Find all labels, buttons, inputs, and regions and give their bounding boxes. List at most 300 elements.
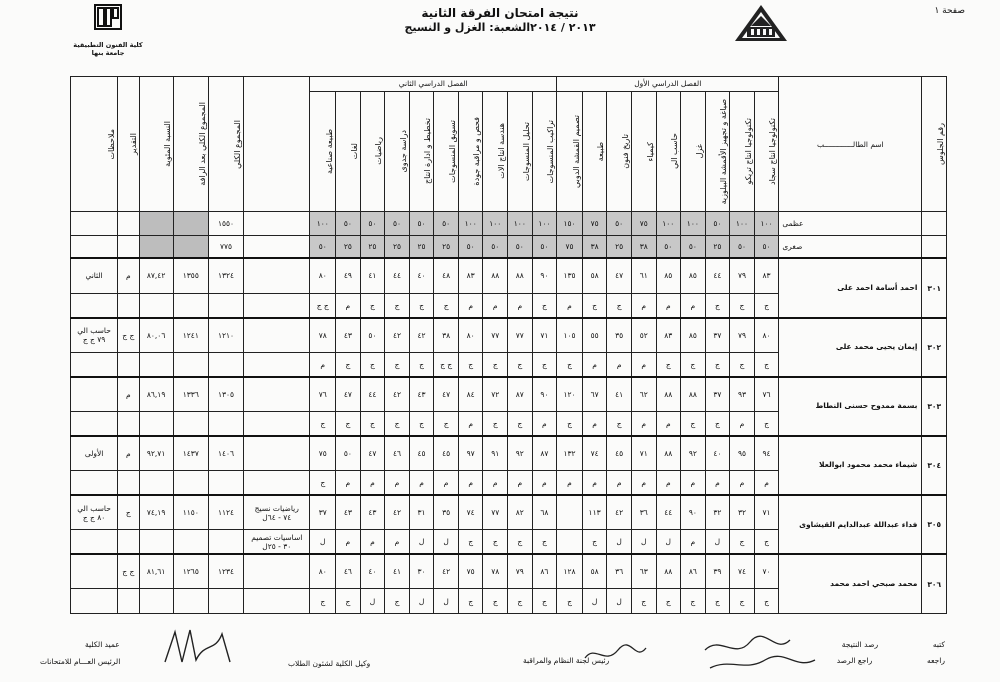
subject-header-text: فحص و مراقبة جودة bbox=[472, 117, 482, 186]
signature-writer bbox=[842, 640, 945, 649]
score-cell: ٧٨ bbox=[310, 318, 336, 353]
empty-cell bbox=[71, 530, 118, 555]
grade-letter-cell: ل bbox=[656, 530, 681, 555]
grade-letter-cell: م bbox=[532, 411, 557, 436]
score-cell: ٥٠ bbox=[336, 436, 361, 471]
exam-chair-label: الرئيس العـــام للامتحانات bbox=[40, 657, 121, 666]
score-cell: ٤٠ bbox=[409, 258, 434, 293]
score-cell: ٤٢ bbox=[434, 554, 459, 589]
limit-cell: ١٠٠ bbox=[681, 212, 706, 235]
grade-letter-cell: ج bbox=[385, 589, 410, 614]
score-cell: ٣٠ bbox=[409, 554, 434, 589]
empty-cell bbox=[139, 293, 173, 318]
percent-cell: ٨٦,١٩ bbox=[139, 377, 173, 412]
score-cell: ٣٢ bbox=[705, 495, 730, 530]
grade-letter-cell: ج bbox=[631, 589, 656, 614]
subject-header bbox=[730, 91, 755, 212]
score-cell: ٨٣ bbox=[458, 258, 483, 293]
grade-letter-cell: ج bbox=[681, 589, 706, 614]
total-after-header bbox=[173, 77, 208, 212]
grade-letter-cell: م bbox=[458, 411, 483, 436]
subject-header bbox=[631, 91, 656, 212]
side-note bbox=[244, 258, 310, 293]
subject-header-text: غزل bbox=[694, 144, 704, 159]
score-cell: ٧٢ bbox=[483, 377, 508, 412]
score-cell: ٤٨ bbox=[434, 258, 459, 293]
grade-letter-cell: م bbox=[656, 411, 681, 436]
grade-header-text: التقدير bbox=[128, 133, 138, 156]
empty-cell bbox=[208, 411, 243, 436]
empty-cell bbox=[208, 293, 243, 318]
side-note bbox=[244, 589, 310, 614]
grade-letter-cell: ج bbox=[336, 411, 361, 436]
table-row bbox=[71, 554, 947, 589]
limit-total: ٧٧٥ bbox=[208, 235, 243, 258]
limit-cell: ٢٥ bbox=[409, 235, 434, 258]
score-cell: ٤٧ bbox=[360, 436, 385, 471]
empty-cell bbox=[208, 352, 243, 377]
grade-letter-cell: م bbox=[730, 470, 755, 495]
results-monitor-label: رصد النتيجة bbox=[841, 640, 879, 649]
score-cell: ٩٧ bbox=[458, 436, 483, 471]
score-cell: ٧١ bbox=[754, 495, 779, 530]
grade-cell: م bbox=[118, 436, 139, 471]
percent-header-text: النسبة المئوية bbox=[162, 121, 172, 167]
student-name: محمد صبحي احمد محمد bbox=[779, 554, 922, 613]
limit-cell: ١٠٠ bbox=[310, 212, 336, 235]
empty-cell bbox=[118, 530, 139, 555]
limit-cell: ٥٠ bbox=[483, 235, 508, 258]
total-header bbox=[208, 77, 243, 212]
score-cell: ٤٣ bbox=[409, 377, 434, 412]
grade-letter-cell: م bbox=[458, 470, 483, 495]
grade-letter-cell: ل bbox=[360, 589, 385, 614]
seat-number: ٣٠٢ bbox=[922, 318, 947, 377]
student-name: بسمة ممدوح حسنى النطاط bbox=[779, 377, 922, 436]
grade-letter-cell: م bbox=[483, 470, 508, 495]
score-cell: ٤٦ bbox=[336, 554, 361, 589]
limit-cell: ١٠٠ bbox=[656, 212, 681, 235]
total-cell: ١٤٠٦ bbox=[208, 436, 243, 471]
empty-cell bbox=[118, 293, 139, 318]
side-note bbox=[244, 377, 310, 412]
faculty-logo-icon bbox=[94, 4, 122, 30]
page-number: صفحة ١ bbox=[934, 6, 965, 16]
grade-letter-cell: ج bbox=[458, 530, 483, 555]
subject-header bbox=[681, 91, 706, 212]
notes-cell bbox=[71, 377, 118, 412]
subject-header-text: تراكيب المنسوجات bbox=[546, 119, 556, 183]
score-cell: ٧٥ bbox=[458, 554, 483, 589]
grade-letter-cell: ج bbox=[730, 293, 755, 318]
grade-letter-cell: م bbox=[336, 530, 361, 555]
grade-letter-cell: م bbox=[360, 470, 385, 495]
grade-letter-cell: ج bbox=[508, 589, 533, 614]
score-cell: ٨٥ bbox=[656, 258, 681, 293]
score-cell: ٨٠ bbox=[310, 258, 336, 293]
subject-header bbox=[754, 91, 779, 212]
score-cell: ٤٥ bbox=[434, 436, 459, 471]
name-header: اسم الطالـــــــــــــب bbox=[779, 77, 922, 212]
seat-number: ٣٠٦ bbox=[922, 554, 947, 613]
seat-number: ٣٠٣ bbox=[922, 377, 947, 436]
grade-letter-cell: م bbox=[385, 530, 410, 555]
grade-letter-cell: ج bbox=[582, 530, 607, 555]
limit-cell: ٧٥ bbox=[582, 212, 607, 235]
page-title: نتيجة امتحان الفرقة الثانية bbox=[421, 6, 579, 20]
grade-letter-cell: ل bbox=[607, 589, 632, 614]
score-cell: ٧٠ bbox=[754, 554, 779, 589]
student-name: إيمان يحيى محمد على bbox=[779, 318, 922, 377]
grade-cell: م bbox=[118, 258, 139, 293]
score-cell: ٨٧ bbox=[532, 436, 557, 471]
limit-cell: ٢٥ bbox=[360, 235, 385, 258]
subject-header-text: كيمياء bbox=[645, 141, 655, 162]
score-cell: ٤٢ bbox=[607, 495, 632, 530]
score-cell: ٩٢ bbox=[508, 436, 533, 471]
limit-cell: ٢٥ bbox=[607, 235, 632, 258]
empty-cell bbox=[173, 589, 208, 614]
score-cell: ٤٧ bbox=[607, 258, 632, 293]
limit-cell: ١٠٠ bbox=[508, 212, 533, 235]
grade-letter-cell: م bbox=[607, 352, 632, 377]
grade-letter-cell: ج bbox=[582, 293, 607, 318]
score-cell: ٨٠ bbox=[310, 554, 336, 589]
score-cell: ٤١ bbox=[360, 258, 385, 293]
grade-letter-cell: م bbox=[656, 293, 681, 318]
subject-header bbox=[360, 91, 385, 212]
score-cell: ٦٨ bbox=[532, 495, 557, 530]
blank-cell bbox=[244, 212, 310, 235]
subject-header-text: تصميم القمشة الدوبي bbox=[571, 114, 581, 188]
score-cell: ٩٣ bbox=[730, 377, 755, 412]
score-cell: ١٠٥ bbox=[557, 318, 583, 353]
limit-total: ١٥٥٠ bbox=[208, 212, 243, 235]
grade-letter-cell: م bbox=[582, 411, 607, 436]
grade-letter-cell: ل bbox=[582, 589, 607, 614]
writer-label: كتبه bbox=[932, 640, 945, 649]
score-cell: ٤٢ bbox=[385, 377, 410, 412]
grade-letter-cell: ج bbox=[532, 352, 557, 377]
grade-letter-cell: ل bbox=[434, 530, 459, 555]
limit-cell: ٢٥ bbox=[385, 235, 410, 258]
side-note: اساسيات تصميم ٣٠ - ٢٥ل bbox=[244, 530, 310, 555]
subject-header-text: تخطيط و ادارة انتاج bbox=[423, 118, 433, 185]
student-name: احمد أسامة احمد على bbox=[779, 258, 922, 317]
grade-letter-cell: م bbox=[310, 352, 336, 377]
score-cell: ٩١ bbox=[483, 436, 508, 471]
grade-letter-cell: ج bbox=[508, 411, 533, 436]
subject-header bbox=[656, 91, 681, 212]
total-after-header-text: المجموع الكلي بعد الرافة bbox=[197, 102, 207, 186]
grade-letter-cell: ل bbox=[705, 530, 730, 555]
grade-letter-cell: ج bbox=[532, 530, 557, 555]
score-cell: ٨٠ bbox=[458, 318, 483, 353]
score-cell: ٤٥ bbox=[409, 436, 434, 471]
grade-letter-cell: م bbox=[681, 530, 706, 555]
student-affairs-label: وكيل الكلية لشئون الطلاب bbox=[288, 659, 371, 668]
side-note bbox=[244, 436, 310, 471]
grade-letter-cell: ج bbox=[483, 589, 508, 614]
limit-cell: ٥٠ bbox=[607, 212, 632, 235]
empty-cell bbox=[173, 352, 208, 377]
notes-header bbox=[71, 77, 118, 212]
score-cell: ٥٨ bbox=[582, 554, 607, 589]
score-cell: ٤٢ bbox=[385, 495, 410, 530]
percent-cell: ٧٤,١٩ bbox=[139, 495, 173, 530]
empty-cell bbox=[71, 411, 118, 436]
score-cell: ٥٥ bbox=[582, 318, 607, 353]
grade-cell: ج bbox=[118, 495, 139, 530]
subject-header bbox=[483, 91, 508, 212]
limit-cell: ٥٠ bbox=[336, 212, 361, 235]
score-cell: ١٣٥ bbox=[557, 258, 583, 293]
score-cell: ٣٧ bbox=[705, 377, 730, 412]
subject-header bbox=[434, 91, 459, 212]
score-cell: ٧٩ bbox=[730, 258, 755, 293]
grade-letter-cell: ج bbox=[754, 589, 779, 614]
handwritten-signature-icon bbox=[700, 630, 820, 675]
faculty-name bbox=[72, 41, 144, 57]
grade-letter-cell: م bbox=[336, 470, 361, 495]
grade-letter-cell: ج bbox=[310, 411, 336, 436]
grade-letter-cell: م bbox=[754, 470, 779, 495]
score-cell: ٨٦ bbox=[532, 554, 557, 589]
limit-cell bbox=[139, 212, 173, 235]
limit-cell: ٢٥ bbox=[434, 235, 459, 258]
grade-letter-cell: ج bbox=[385, 293, 410, 318]
grade-letter-cell: ج bbox=[730, 352, 755, 377]
grade-letter-cell: م bbox=[730, 411, 755, 436]
grade-letter-cell: م bbox=[508, 470, 533, 495]
total-after-cell: ١٣٣٦ bbox=[173, 377, 208, 412]
empty-cell bbox=[173, 530, 208, 555]
subject-header bbox=[582, 91, 607, 212]
subject-header-text: حاسب الي bbox=[670, 133, 680, 170]
grade-letter-cell: ج bbox=[336, 589, 361, 614]
percent-cell: ٨١,٦١ bbox=[139, 554, 173, 589]
score-cell: ٤٤ bbox=[360, 377, 385, 412]
limit-cell: ٥٠ bbox=[656, 235, 681, 258]
grade-letter-cell: ج bbox=[409, 352, 434, 377]
grade-letter-cell: ج bbox=[607, 411, 632, 436]
empty-cell bbox=[71, 470, 118, 495]
score-cell: ٧١ bbox=[631, 436, 656, 471]
score-cell: ٧٧ bbox=[483, 495, 508, 530]
empty-cell bbox=[118, 589, 139, 614]
empty-cell bbox=[139, 470, 173, 495]
grade-letter-cell: ج bbox=[385, 411, 410, 436]
limit-cell: ٥٠ bbox=[310, 235, 336, 258]
empty-cell bbox=[118, 470, 139, 495]
limit-cell: ١٠٠ bbox=[730, 212, 755, 235]
student-name: شيماء محمد محمود ابوالعلا bbox=[779, 436, 922, 495]
grade-letter-cell: م bbox=[409, 470, 434, 495]
grade-letter-cell: م bbox=[631, 352, 656, 377]
grade-letter-cell: ج bbox=[409, 293, 434, 318]
limit-cell: ٣٨ bbox=[582, 235, 607, 258]
limit-cell: ٥٠ bbox=[532, 235, 557, 258]
score-cell: ٤٣ bbox=[360, 495, 385, 530]
subject-header bbox=[458, 91, 483, 212]
empty-cell bbox=[208, 530, 243, 555]
score-cell: ٣٦ bbox=[631, 495, 656, 530]
grade-letter-cell: ج bbox=[483, 352, 508, 377]
score-cell: ٨٤ bbox=[458, 377, 483, 412]
score-cell: ٤٥ bbox=[607, 436, 632, 471]
total-cell: ١٣٢٤ bbox=[208, 258, 243, 293]
blank-cell bbox=[244, 235, 310, 258]
seat-header bbox=[922, 77, 947, 212]
limit-cell: ٥٠ bbox=[754, 235, 779, 258]
limit-cell: ١٥٠ bbox=[557, 212, 583, 235]
score-cell: ٣٦ bbox=[607, 554, 632, 589]
grade-cell: ج ج bbox=[118, 318, 139, 353]
score-cell: ٤٤ bbox=[656, 495, 681, 530]
notes-cell: الأولى bbox=[71, 436, 118, 471]
grade-letter-cell: ج bbox=[409, 411, 434, 436]
score-cell: ٧٦ bbox=[310, 377, 336, 412]
grade-letter-cell: ل bbox=[631, 530, 656, 555]
grade-letter-cell: م bbox=[360, 530, 385, 555]
score-cell: ٥٠ bbox=[360, 318, 385, 353]
score-cell: ٨٠ bbox=[754, 318, 779, 353]
grade-letter-cell: ج bbox=[360, 352, 385, 377]
table-row bbox=[71, 495, 947, 530]
university-logo-icon bbox=[733, 3, 789, 43]
empty-cell bbox=[71, 589, 118, 614]
limit-cell bbox=[118, 235, 139, 258]
score-cell: ٤٧ bbox=[336, 377, 361, 412]
grade-cell: ج ج bbox=[118, 554, 139, 589]
limit-cell: ٥٠ bbox=[458, 235, 483, 258]
grade-letter-cell: م bbox=[681, 293, 706, 318]
limit-cell bbox=[173, 235, 208, 258]
subject-header bbox=[607, 91, 632, 212]
handwritten-signature-icon bbox=[160, 622, 240, 672]
subject-header bbox=[705, 91, 730, 212]
grade-letter-cell: ج bbox=[483, 530, 508, 555]
score-cell: ٣٩ bbox=[705, 554, 730, 589]
table-row bbox=[71, 436, 947, 471]
grade-letter-cell: ج bbox=[310, 470, 336, 495]
grade-letter-cell: ج bbox=[508, 352, 533, 377]
blank-header bbox=[244, 77, 310, 212]
subject-header-text: طبيعة bbox=[596, 141, 606, 161]
score-cell: ٣٧ bbox=[705, 318, 730, 353]
subject-header-text: تسويق المنسوجات bbox=[447, 119, 457, 183]
grade-letter-cell: ج bbox=[458, 589, 483, 614]
score-cell: ٦٢ bbox=[631, 377, 656, 412]
table-row bbox=[71, 212, 947, 235]
grade-letter-cell: ل bbox=[607, 530, 632, 555]
score-cell: ٨٨ bbox=[656, 436, 681, 471]
score-cell: ١٢٨ bbox=[557, 554, 583, 589]
grade-letter-cell: ل bbox=[409, 530, 434, 555]
score-cell: ٤٩ bbox=[336, 258, 361, 293]
limit-label: عظمى bbox=[779, 212, 922, 235]
grade-letter-cell: ج bbox=[336, 352, 361, 377]
limit-cell: ٥٠ bbox=[409, 212, 434, 235]
grade-letter-cell: م bbox=[557, 470, 583, 495]
grade-letter-cell: م bbox=[385, 470, 410, 495]
notes-cell: الثاني bbox=[71, 258, 118, 293]
percent-header bbox=[139, 77, 173, 212]
grade-letter-cell: ج bbox=[557, 589, 583, 614]
subject-header-text: طبيعة صناعية bbox=[325, 128, 335, 174]
score-cell: ٦١ bbox=[631, 258, 656, 293]
empty-cell bbox=[173, 470, 208, 495]
score-cell: ٣٧ bbox=[310, 495, 336, 530]
subject-header bbox=[532, 91, 557, 212]
limit-cell bbox=[139, 235, 173, 258]
subject-header-text: هندسة انتاج الات bbox=[497, 123, 507, 180]
grade-letter-cell: ج bbox=[483, 411, 508, 436]
table-row bbox=[71, 235, 947, 258]
limit-cell bbox=[71, 212, 118, 235]
subject-header-text: تاريخ فنون bbox=[620, 133, 630, 169]
handwritten-signature-icon bbox=[580, 640, 650, 670]
grade-letter-cell: م bbox=[607, 470, 632, 495]
side-note bbox=[244, 293, 310, 318]
grade-letter-cell: ج bbox=[532, 589, 557, 614]
table-row bbox=[71, 377, 947, 412]
score-cell bbox=[557, 495, 583, 530]
empty-cell bbox=[71, 293, 118, 318]
empty-cell bbox=[139, 530, 173, 555]
reviewer-label: راجعه bbox=[927, 656, 945, 665]
score-cell: ٧٤ bbox=[730, 554, 755, 589]
grade-letter-cell: ل bbox=[434, 589, 459, 614]
empty-cell bbox=[173, 293, 208, 318]
limit-cell: ٢٥ bbox=[336, 235, 361, 258]
score-cell: ٩٢ bbox=[681, 436, 706, 471]
grade-letter-cell: م bbox=[631, 411, 656, 436]
grade-letter-cell: ج bbox=[754, 530, 779, 555]
side-note bbox=[244, 318, 310, 353]
notes-cell: حاسب الي ٧٩ ج ج bbox=[71, 318, 118, 353]
score-cell: ٨٣ bbox=[656, 318, 681, 353]
score-cell: ٥٢ bbox=[631, 318, 656, 353]
score-cell: ٨٨ bbox=[681, 377, 706, 412]
score-cell: ٩٠ bbox=[681, 495, 706, 530]
side-note: رياضيات نسيج ٧٤ - ٦٤ل bbox=[244, 495, 310, 530]
empty-cell bbox=[118, 352, 139, 377]
total-after-cell: ١٣٥٥ bbox=[173, 258, 208, 293]
grade-letter-cell: ج ج bbox=[434, 352, 459, 377]
grade-letter-cell: ج bbox=[434, 411, 459, 436]
grade-letter-cell: ج ج bbox=[310, 293, 336, 318]
empty-cell bbox=[71, 352, 118, 377]
signature-reviewer bbox=[837, 656, 945, 665]
table-row bbox=[71, 77, 947, 92]
subject-header bbox=[557, 91, 583, 212]
score-cell: ٣١ bbox=[409, 495, 434, 530]
score-cell: ١٢٠ bbox=[557, 377, 583, 412]
score-cell: ٤٠ bbox=[705, 436, 730, 471]
grade-letter-cell: ج bbox=[532, 293, 557, 318]
score-cell: ٧٨ bbox=[483, 554, 508, 589]
seat-number: ٣٠٥ bbox=[922, 495, 947, 554]
side-note bbox=[244, 554, 310, 589]
subject-header bbox=[336, 91, 361, 212]
empty-cell bbox=[139, 589, 173, 614]
score-cell: ٧٧ bbox=[508, 318, 533, 353]
score-cell: ٨٨ bbox=[508, 258, 533, 293]
grade-letter-cell: م bbox=[705, 470, 730, 495]
committee-head-label: رئيس لجنة النظام والمراقبة bbox=[523, 656, 610, 665]
empty-cell bbox=[208, 589, 243, 614]
